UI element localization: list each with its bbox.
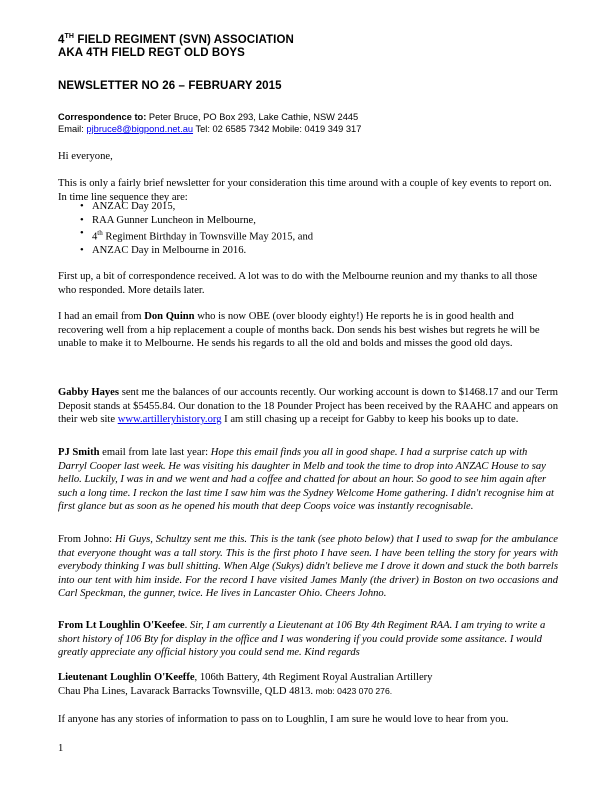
email-label: Email: [58, 124, 87, 134]
person-name: Gabby Hayes [58, 387, 119, 398]
smith-paragraph: PJ Smith email from late last year: Hope this email finds you all in good shape. I had a surprise catch up with Darryl Cooper last week. He was visiting his daughter in Melb and took the time to drop into ANZAC House to say hello. Luckily, I was in and we went and had a coffee and chatted for about an hour. So good to see him again after such a long time. I reckon the last time I saw him was the Sydney Welcome Home gathering. I didn't recognise him at first glance but as soon as he opened his mouth that deep Coops voice was instantly recognisable. [58, 447, 554, 513]
signature-line-2: Chau Pha Lines, Lavarack Barracks Townsville, QLD 4813. mob: 0423 070 276. [58, 685, 393, 697]
bullet-icon: • [80, 228, 84, 240]
closing-paragraph: If anyone has any stories of information to pass on to Loughlin, I am sure he would love to hear from you. [58, 714, 509, 725]
hayes-paragraph: Gabby Hayes sent me the balances of our accounts recently. Our working account is down to $1468.17 and our Term Deposit stands at $5455.84. Our donation to the 18 Pounder Project has been received by the RAAHC and appears on their web site www.artilleryhistory.org I am still chasing up a receipt for Gabby to keep his books up to date. [58, 387, 558, 426]
association-subtitle: AKA 4TH FIELD REGT OLD BOYS [58, 47, 245, 59]
greeting: Hi everyone, [58, 151, 113, 162]
title-number: 4 [58, 34, 65, 46]
quoted-email: Sir, I am currently a Lieutenant at 106 Bty 4th Regiment RAA. I am trying to write a short history of 106 Bty for display in the office and I was wondering if you could provide some assitance. I would greatly appreciate any official history you could send me. Kind regards [58, 620, 546, 659]
email-link[interactable]: pjbruce8@bigpond.net.au [86, 124, 194, 134]
bullet-icon: • [80, 245, 84, 257]
page-number: 1 [58, 743, 64, 754]
event-item: • ANZAC Day 2015, [80, 201, 176, 212]
event-list [58, 200, 313, 258]
website-link[interactable]: www.artilleryhistory.org [117, 414, 222, 426]
phone-numbers: Tel: 02 6585 7342 Mobile: 0419 349 317 [193, 124, 362, 134]
mobile-number: mob: 0423 070 276. [315, 685, 393, 696]
event-item: • ANZAC Day in Melbourne in 2016. [80, 245, 247, 257]
bullet-icon: • [80, 214, 84, 226]
okeefee-paragraph: From Lt Loughlin O'Keefee. Sir, I am currently a Lieutenant at 106 Bty 4th Regiment RAA. I am trying to write a short history of 106 Bty for display in the office and I was wondering if you could provide some assitance. I would greatly appreciate any official history you could send me. Kind regards [58, 620, 546, 659]
association-title [58, 33, 294, 46]
person-name: PJ Smith [58, 447, 100, 458]
correspondence-label: Correspondence to: [58, 112, 147, 122]
person-name: From Lt Loughlin O'Keefee [58, 620, 185, 631]
quoted-email: Hope this email finds you all in good shape. I had a surprise catch up with Darryl Cooper last week. He was visiting his daughter in Melb and took the time to drop into ANZAC House to say hello. Luckily, I was in and we went and had a coffee and chatted for about an hour. So good to see him again after such a long time. I reckon the last time I saw him was the Sydney Welcome Home gathering. I didn't recognise him at first glance but as soon as he opened his mouth that deep Coops voice was instantly recognisable. [58, 447, 554, 513]
signature-line-1: Lieutenant Loughlin O'Keeffe, 106th Battery, 4th Regiment Royal Australian Artillery [58, 672, 433, 683]
quoted-email: Hi Guys, Schultzy sent me this. This is the tank (see photo below) that I used to swap for the ambulance that everyone thought was a tall story. This is the first photo I have seen. I have been telling the story for years with everybody thinking I was bull shitting. When Alge (Sukys) didn't believe me I drove it down and stuck the both barrels into our tent with him inside. For the record I have visited James Manly (the driver) in Boston on two occasions and Carl Speckman, the gunner, twice. He lives in Lancaster Ohio. Cheers Johno. [58, 534, 558, 600]
contact-line [58, 124, 361, 134]
newsletter-title: NEWSLETTER NO 26 – FEBRUARY 2015 [58, 80, 282, 92]
signature-block [58, 671, 558, 698]
bullet-icon: • [80, 201, 84, 212]
person-name: Don Quinn [144, 311, 195, 322]
quinn-paragraph: I had an email from Don Quinn who is now OBE (over bloody eighty!) He reports he is in good health and recovering well from a hip replacement a couple of months back. Don sends his best wishes but regrets he will be unable to make it to Melbourne. He sends his regards to all the old and bolds and misses the good old days. [58, 311, 540, 350]
correspondence-address: Peter Bruce, PO Box 293, Lake Cathie, NSW 2445 [146, 112, 359, 122]
event-item: • 4th Regiment Birthday in Townsville May 2015, and [80, 228, 314, 243]
correspondence-line [58, 112, 358, 122]
correspondence-paragraph: First up, a bit of correspondence received. A lot was to do with the Melbourne reunion and my thanks to all those who responded. More details later. [58, 271, 538, 296]
intro-paragraph: This is only a fairly brief newsletter for your consideration this time around with a couple of key events to report on. In time line sequence they are: [58, 178, 552, 203]
title-text: FIELD REGIMENT (SVN) ASSOCIATION [74, 34, 294, 46]
title-superscript: TH [64, 33, 75, 40]
event-item: • RAA Gunner Luncheon in Melbourne, [80, 214, 256, 226]
johno-paragraph: From Johno: Hi Guys, Schultzy sent me this. This is the tank (see photo below) that I used to swap for the ambulance that everyone thought was a tall story. This is the first photo I have seen. I have been telling the story for years with everybody thinking I was bull shitting. When Alge (Sukys) didn't believe me I drove it down and stuck the both barrels into our tent with him inside. For the record I have visited James Manly (the driver) in Boston on two occasions and Carl Speckman, the gunner, twice. He lives in Lancaster Ohio. Cheers Johno. [58, 534, 558, 600]
